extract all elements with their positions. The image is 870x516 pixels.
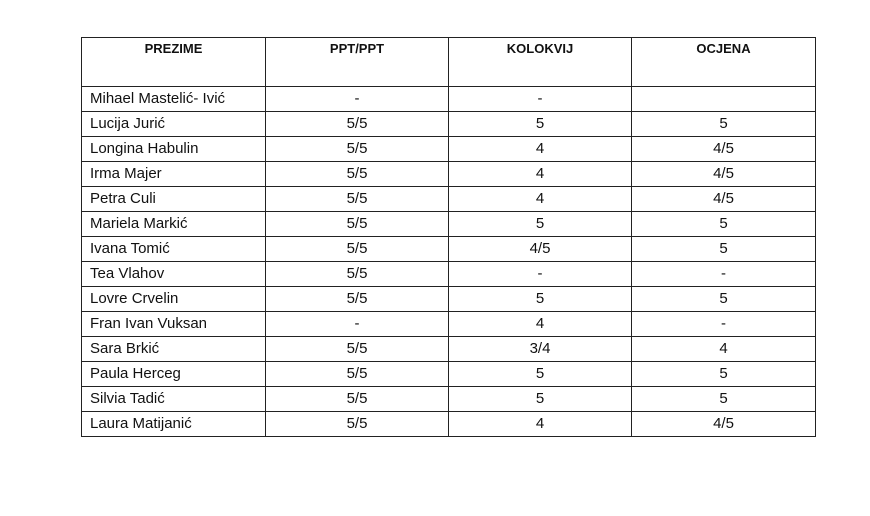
cell-kolokvij: 4 [449,137,632,162]
cell-ppt: 5/5 [266,112,449,137]
cell-ocjena: 4/5 [632,187,816,212]
cell-kolokvij: 5 [449,287,632,312]
cell-kolokvij: 4 [449,312,632,337]
table-row [82,187,816,212]
cell-ppt: 5/5 [266,287,449,312]
table-row [82,337,816,362]
cell-ppt: 5/5 [266,337,449,362]
table-row [82,262,816,287]
cell-kolokvij: 4 [449,187,632,212]
cell-name: Ivana Tomić [82,237,266,262]
cell-ocjena: 4/5 [632,162,816,187]
cell-kolokvij: - [449,262,632,287]
cell-ocjena: - [632,262,816,287]
cell-ppt: 5/5 [266,412,449,437]
cell-ocjena: 5 [632,362,816,387]
cell-kolokvij: 4 [449,412,632,437]
cell-name: Lucija Jurić [82,112,266,137]
cell-kolokvij: - [449,87,632,112]
header-ocjena: OCJENA [632,38,816,87]
cell-ppt: - [266,87,449,112]
cell-ocjena: 5 [632,112,816,137]
cell-ppt: 5/5 [266,387,449,412]
cell-ppt: 5/5 [266,187,449,212]
header-prezime: PREZIME [82,38,266,87]
cell-name: Lovre Crvelin [82,287,266,312]
cell-ocjena: 4/5 [632,412,816,437]
cell-name: Irma Majer [82,162,266,187]
table-row [82,362,816,387]
cell-name: Paula Herceg [82,362,266,387]
cell-ocjena: 4 [632,337,816,362]
cell-name: Longina Habulin [82,137,266,162]
cell-ppt: 5/5 [266,362,449,387]
cell-name: Mihael Mastelić- Ivić [82,87,266,112]
table-row [82,212,816,237]
table-row [82,312,816,337]
table-body [82,87,816,437]
table-row [82,387,816,412]
header-kolokvij: KOLOKVIJ [449,38,632,87]
cell-ppt: 5/5 [266,212,449,237]
cell-kolokvij: 5 [449,212,632,237]
cell-name: Tea Vlahov [82,262,266,287]
cell-name: Mariela Markić [82,212,266,237]
cell-name: Petra Culi [82,187,266,212]
cell-name: Sara Brkić [82,337,266,362]
cell-ppt: 5/5 [266,162,449,187]
cell-ocjena: - [632,312,816,337]
header-ppt: PPT/PPT [266,38,449,87]
cell-kolokvij: 5 [449,387,632,412]
table-row [82,112,816,137]
grades-table [81,37,816,437]
cell-ppt: 5/5 [266,262,449,287]
cell-kolokvij: 4/5 [449,237,632,262]
header-row [82,38,816,87]
cell-ppt: 5/5 [266,137,449,162]
cell-ocjena: 5 [632,287,816,312]
cell-ocjena: 4/5 [632,137,816,162]
table-header [82,38,816,87]
cell-name: Silvia Tadić [82,387,266,412]
cell-ppt: - [266,312,449,337]
cell-kolokvij: 5 [449,362,632,387]
cell-ocjena: 5 [632,237,816,262]
table-row [82,237,816,262]
table-row [82,137,816,162]
cell-ocjena: 5 [632,387,816,412]
cell-ocjena [632,87,816,112]
cell-ppt: 5/5 [266,237,449,262]
cell-name: Fran Ivan Vuksan [82,312,266,337]
table-row [82,412,816,437]
table-row [82,287,816,312]
table-row [82,87,816,112]
cell-kolokvij: 5 [449,112,632,137]
cell-ocjena: 5 [632,212,816,237]
cell-kolokvij: 4 [449,162,632,187]
table-row [82,162,816,187]
cell-kolokvij: 3/4 [449,337,632,362]
cell-name: Laura Matijanić [82,412,266,437]
